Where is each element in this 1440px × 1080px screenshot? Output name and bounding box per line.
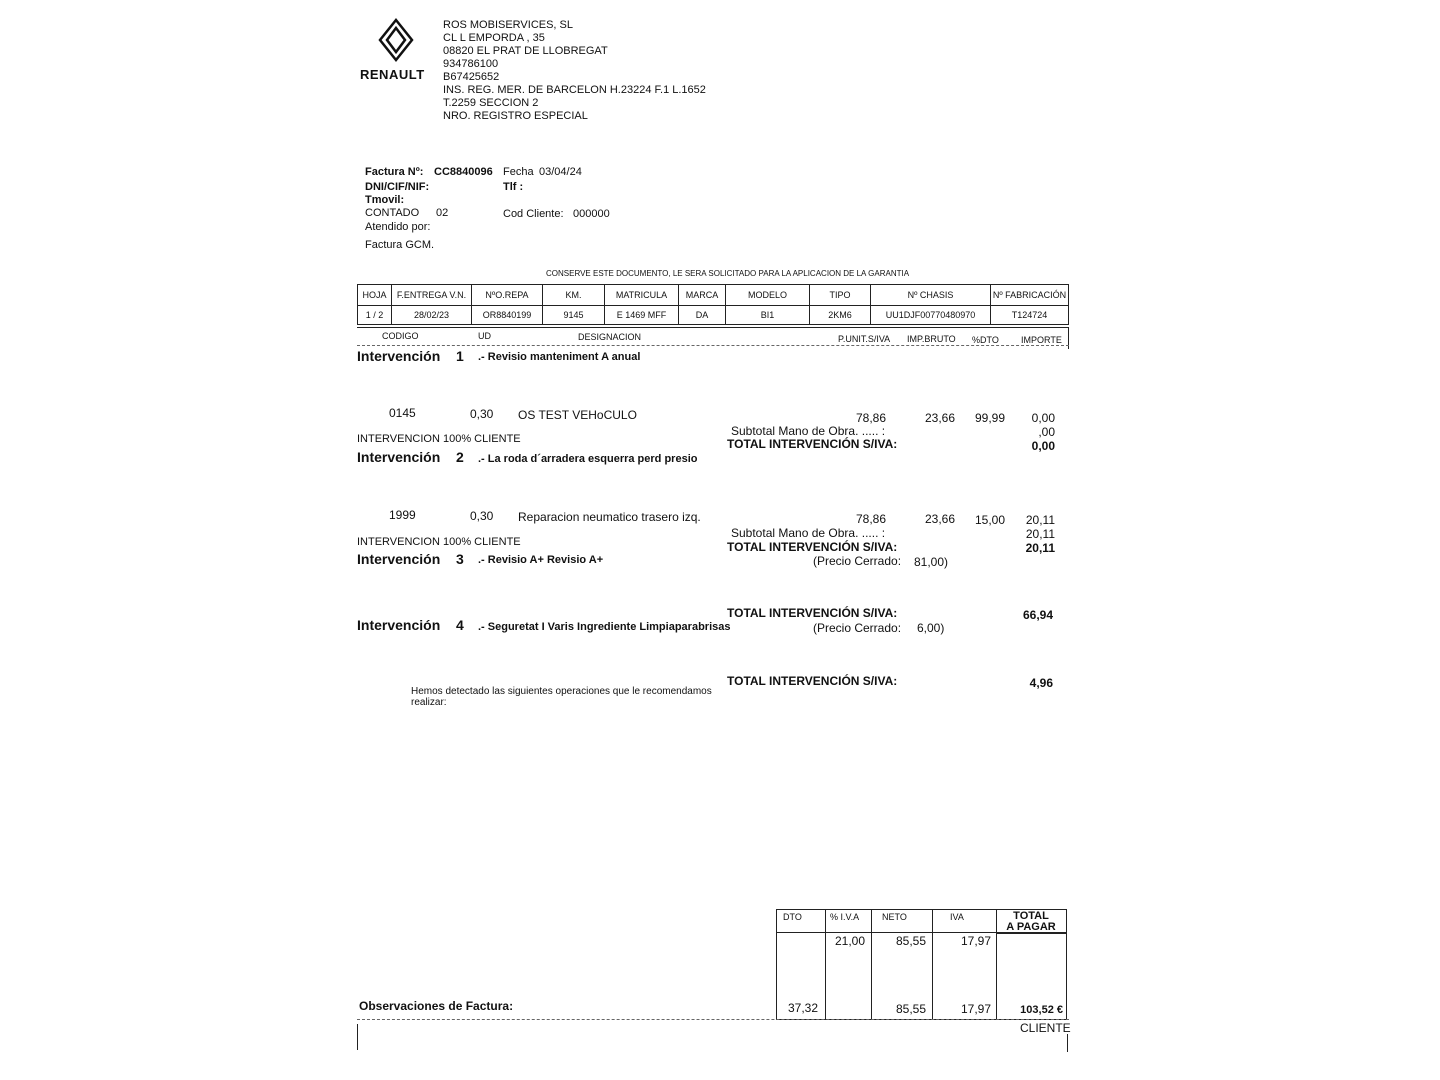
val-matricula: E 1469 MFF [605, 306, 679, 325]
interv-1-total: 0,00 [1031, 439, 1055, 453]
interv-1-subtotal: ,00 [1038, 425, 1055, 439]
interv-3-num: 3 [456, 551, 464, 567]
col-hoja: HOJA [358, 285, 392, 306]
interv-4-total: 4,96 [1029, 676, 1053, 690]
col-importe: IMPORTE [1021, 335, 1062, 345]
tot-hdr-iva: IVA [950, 912, 964, 922]
interv-2-importe: 20,11 [1025, 513, 1055, 527]
interv-4-precio-label: (Precio Cerrado: [813, 621, 902, 635]
col-modelo: MODELO [726, 285, 810, 306]
col-fabricacion: Nº FABRICACIÓN [991, 285, 1069, 306]
tot-hdr-dto: DTO [783, 912, 802, 922]
fecha-label: Fecha [503, 166, 534, 178]
interv-3-label: Intervención [357, 551, 441, 567]
interv-2-codigo: 1999 [389, 508, 416, 522]
val-chasis: UU1DJF00770480970 [871, 306, 991, 325]
interv-4-title: .- Seguretat I Varis Ingrediente Limpiaparabrisas [478, 621, 731, 633]
contado-label: CONTADO [365, 207, 420, 219]
cliente-label: CLIENTE [1020, 1021, 1071, 1035]
factura-number: CC8840096 [434, 166, 493, 178]
val-tipo: 2KM6 [810, 306, 871, 325]
interv-2-ud: 0,30 [470, 509, 494, 523]
cod-cliente-label: Cod Cliente: [503, 208, 564, 220]
interv-4-precio: 6,00) [917, 621, 945, 635]
tot-row-iva-pct: 21,00 [834, 934, 865, 948]
col-tipo: TIPO [810, 285, 871, 306]
company-info [443, 19, 706, 123]
tmovil-label: Tmovil: [365, 194, 405, 206]
vehicle-value-row [358, 306, 1069, 325]
cod-cliente-value: 000000 [573, 208, 610, 220]
tot-row-iva: 17,97 [960, 934, 991, 948]
recommendation-note [411, 686, 712, 708]
interv-2-subtotal: 20,11 [1025, 527, 1055, 541]
interv-1-designacion: OS TEST VEHoCULO [518, 408, 637, 422]
col-chasis: Nº CHASIS [871, 285, 991, 306]
interv-1-num: 1 [456, 348, 464, 364]
interv-1-subtotal-label: Subtotal Mano de Obra. ..... : [731, 424, 886, 438]
col-designacion: DESIGNACION [578, 332, 642, 342]
interv-4-label: Intervención [357, 617, 441, 633]
interv-1-ud: 0,30 [470, 407, 494, 421]
col-fentrega: F.ENTREGA V.N. [392, 285, 472, 306]
tot-hdr-neto: NETO [882, 912, 907, 922]
vehicle-header-row [358, 285, 1069, 306]
interv-4-total-label: TOTAL INTERVENCIÓN S/IVA: [727, 674, 898, 688]
company-city: 08820 EL PRAT DE LLOBREGAT [443, 45, 608, 57]
val-orepa: OR8840199 [472, 306, 543, 325]
val-fentrega: 28/02/23 [392, 306, 472, 325]
dni-label: DNI/CIF/NIF: [365, 181, 430, 193]
col-impbruto: IMP.BRUTO [907, 334, 956, 344]
interv-1-label: Intervención [357, 348, 441, 364]
tot-row-neto: 85,55 [895, 934, 926, 948]
contado-number: 02 [436, 207, 449, 219]
col-marca: MARCA [679, 285, 726, 306]
col-codigo: CODIGO [382, 331, 419, 341]
tot-sum-dto: 37,32 [787, 1001, 818, 1015]
val-hoja: 1 / 2 [358, 306, 392, 325]
interv-4-num: 4 [456, 617, 464, 633]
val-modelo: BI1 [726, 306, 810, 325]
interv-1-impbruto: 23,66 [924, 411, 955, 425]
atendido-label: Atendido por: [365, 221, 431, 233]
col-dto: %DTO [972, 335, 999, 345]
company-section: T.2259 SECCION 2 [443, 97, 539, 109]
interv-2-punit: 78,86 [855, 512, 886, 526]
interv-1-total-label: TOTAL INTERVENCIÓN S/IVA: [727, 437, 898, 451]
observaciones-label: Observaciones de Factura: [359, 999, 514, 1013]
footer-left-rule [357, 1024, 358, 1050]
interv-2-label: Intervención [357, 449, 441, 465]
company-name: ROS MOBISERVICES, SL [443, 19, 574, 31]
interv-1-title: .- Revisio manteniment A anual [478, 351, 641, 363]
interv-3-total: 66,94 [1022, 608, 1053, 622]
interv-3-total-label: TOTAL INTERVENCIÓN S/IVA: [727, 606, 898, 620]
tot-hdr-total-line2: A PAGAR [1006, 921, 1056, 933]
recommendation-line-2: realizar: [411, 697, 447, 708]
recommendation-line-1: Hemos detectado las siguientes operaciones que le recomendamos [411, 686, 712, 697]
renault-logo-icon [378, 18, 414, 62]
company-registry: INS. REG. MER. DE BARCELON H.23224 F.1 L.1652 [443, 84, 706, 96]
interv-2-impbruto: 23,66 [924, 512, 955, 526]
warranty-notice: CONSERVE ESTE DOCUMENTO, LE SERA SOLICITADO PARA LA APLICACION DE LA GARANTIA [546, 269, 910, 278]
val-marca: DA [679, 306, 726, 325]
interv-2-num: 2 [456, 449, 464, 465]
interv-1-punit: 78,86 [855, 411, 886, 425]
brand-name: RENAULT [360, 67, 425, 82]
interv-2-designacion: Reparacion neumatico trasero izq. [518, 510, 701, 524]
col-matricula: MATRICULA [605, 285, 679, 306]
interv-2-total-label: TOTAL INTERVENCIÓN S/IVA: [727, 540, 898, 554]
col-ud: UD [478, 331, 491, 341]
interv-1-dto: 99,99 [974, 411, 1005, 425]
factura-gcm: Factura GCM. [365, 239, 435, 251]
factura-label: Factura Nº: [365, 166, 424, 178]
tot-sum-total: 103,52 € [1020, 1004, 1063, 1016]
tot-hdr-total [996, 911, 1066, 933]
val-fabricacion: T124724 [991, 306, 1069, 325]
columns-bottom-rule [357, 345, 1069, 346]
company-street: CL L EMPORDA , 35 [443, 32, 545, 44]
val-km: 9145 [543, 306, 605, 325]
footer-rule [357, 1019, 1069, 1020]
interv-3-title: .- Revisio A+ Revisio A+ [478, 554, 604, 566]
col-punit: P.UNIT.S/IVA [838, 334, 891, 344]
interv-2-total: 20,11 [1025, 541, 1055, 555]
footer-right-rule [1067, 1034, 1068, 1052]
company-cif: B67425652 [443, 71, 500, 83]
interv-1-cliente: INTERVENCION 100% CLIENTE [357, 433, 521, 445]
company-special-registry: NRO. REGISTRO ESPECIAL [443, 110, 588, 122]
interv-1-codigo: 0145 [389, 406, 416, 420]
tot-sum-neto: 85,55 [895, 1002, 926, 1016]
col-orepa: NºO.REPA [472, 285, 543, 306]
fecha-value: 03/04/24 [539, 166, 582, 178]
tlf-label: Tlf : [503, 181, 524, 193]
company-phone: 934786100 [443, 58, 499, 70]
interv-3-precio: 81,00) [914, 555, 949, 569]
columns-top-rule [357, 327, 1069, 328]
interv-2-subtotal-label: Subtotal Mano de Obra. ..... : [731, 526, 886, 540]
col-km: KM. [543, 285, 605, 306]
interv-2-cliente: INTERVENCION 100% CLIENTE [357, 536, 521, 548]
tot-hdr-iva-pct: % I.V.A [830, 912, 860, 922]
interv-3-precio-label: (Precio Cerrado: [813, 554, 902, 568]
interv-1-importe: 0,00 [1031, 411, 1055, 425]
interv-2-dto: 15,00 [974, 513, 1005, 527]
vehicle-table [357, 284, 1069, 325]
interv-2-title: .- La roda d´arradera esquerra perd presio [478, 453, 698, 465]
tot-sum-iva: 17,97 [960, 1002, 991, 1016]
tot-hdr-total-line1: TOTAL [1013, 910, 1049, 922]
